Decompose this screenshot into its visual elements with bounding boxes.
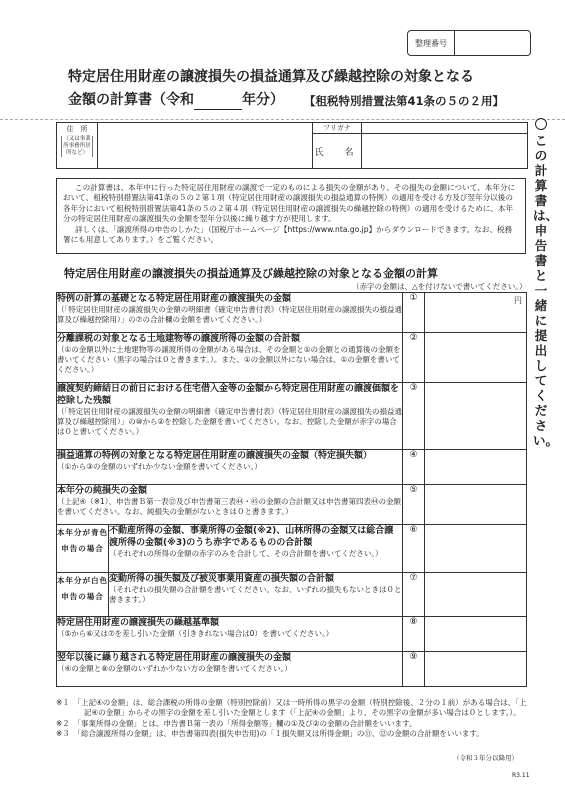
section-title: 特定居住用財産の譲渡損失の損益通算及び繰越控除の対象となる金額の計算 bbox=[64, 267, 438, 280]
year-field[interactable] bbox=[194, 97, 242, 110]
name-field[interactable] bbox=[362, 134, 527, 168]
table-row: 本年分の純損失の金額 （上記④（※1）、申告書Ｂ第一表⑫及び申告書第三表㊹・㊺の金額の合計額又は申告書第四表㊹の金額を書いてください。なお、純損失の金額がないときは０と書きます。） ⑤ bbox=[57, 485, 527, 525]
table-row: 本年分が白色申告の場合 変動所得の損失額及び被災事業用資産の損失額の合計額 （それぞれの損失額の合計額を書いてください。なお、いずれの損失もないときは０と書きます。） ⑦ bbox=[57, 573, 527, 617]
circle-mark-icon bbox=[535, 118, 547, 130]
table-row: 譲渡契約締結日の前日における住宅借入金等の金額から特定居住用財産の譲渡価額を控除した残額 （「特定居住用財産の譲渡損失の金額の明細書《確定申告書付表》（特定居住用財産の譲渡損失の損益通算及び繰越控除用）」の⑩から②を控除した金額を書いてください。なお、控除した金額が赤字の場合は０と書いてください。） ③ bbox=[57, 383, 527, 450]
form-title-line1: 特定居住用財産の譲渡損失の損益通算及び繰越控除の対象となる bbox=[68, 69, 474, 85]
table-row: 分離課税の対象となる土地建物等の譲渡所得の金額の合計額 （①の金額以外に土地建物等の譲渡所得の金額がある場合は、その金額と①の金額との通算後の金額を書いてください（黒字の場合は０と書きます。）。また、①の金額以外にない場合は、①の金額を書いてください。） ② bbox=[57, 333, 527, 383]
form-code: R3.11 bbox=[512, 772, 530, 779]
name-field-cell bbox=[362, 123, 527, 168]
form-title-line2: 金額の計算書（令和 年分） bbox=[68, 92, 284, 108]
address-label-cell: 住 所 （又は事業所事務所居所など） bbox=[57, 123, 98, 168]
name-label-cell: フリガナ 氏 名 bbox=[313, 123, 362, 168]
calculation-table bbox=[56, 292, 527, 687]
seiri-number-label: 整理番号 bbox=[408, 31, 455, 55]
amount-field-8[interactable] bbox=[425, 617, 527, 652]
table-row: 翌年以後に繰り越される特定居住用財産の譲渡損失の金額 （④の金額と⑧の金額のいずれか少ない方の金額を書いてください。） ⑨ bbox=[57, 652, 527, 687]
table-row: 特定居住用財産の譲渡損失の繰越基準額 （⑤から⑥又は⑦を差し引いた金額（引ききれない場合は0）を書いてください。） ⑧ bbox=[57, 617, 527, 652]
cut-line bbox=[0, 119, 565, 120]
furigana-field[interactable] bbox=[362, 123, 527, 134]
seiri-number-field[interactable] bbox=[455, 31, 530, 55]
footnote-3: ※３ 「総合譲渡所得の金額」は、申告書第四表(損失申告用)の「１損失額又は所得金額」の⑪、⑫の金額の合計額をいいます。 bbox=[56, 729, 484, 739]
footnote-1: ※１ 「上記④の金額」は、総合課税の所得の金額（特別控除前）又は一時所得の黒字の金額（特別控除後、２分の１前）がある場合は、「上記④の金額」からその黒字の金額を差し引いた金額とします（「上記④の金額」より、その黒字の金額が多い場合は０とします。）。 bbox=[56, 698, 527, 718]
amount-field-4[interactable] bbox=[425, 450, 527, 485]
intro-box bbox=[56, 178, 526, 254]
intro-paragraph-2: 詳しくは、「譲渡所得の申告のしかた」（国税庁ホームページ【https://www.nta.go.jp】からダウンロードできます。なお、税務署にも用意してあります。）をご覧ください。 bbox=[63, 224, 513, 245]
seiri-number-box bbox=[407, 30, 531, 56]
footnote-2: ※２ 「事業所得の金額」とは、申告書Ｂ第一表の「所得金額等」欄の①及び②の金額の合計額をいいます。 bbox=[56, 718, 417, 728]
side-note: この計算書は、申告書と一緒に提出してください。 bbox=[533, 118, 549, 448]
table-row: 損益通算の特例の対象となる特定居住用財産の譲渡損失の金額（特定損失額） （①から③の金額のいずれか少ない金額を書いてください。） ④ bbox=[57, 450, 527, 485]
amount-field-5[interactable] bbox=[425, 485, 527, 525]
amount-field-2[interactable] bbox=[425, 333, 527, 383]
white-return-label: 本年分が白色申告の場合 bbox=[57, 573, 109, 617]
amount-field-7[interactable] bbox=[425, 573, 527, 617]
table-row: 特例の計算の基礎となる特定居住用財産の譲渡損失の金額 （「特定居住用財産の譲渡損失の金額の明細書《確定申告書付表》（特定居住用財産の譲渡損失の損益通算及び繰越控除用）」の⑦の合計欄の金額を書いてください。） ① 円 bbox=[57, 293, 527, 333]
red-amount-note: （赤字の金額は、△を付けないで書いてください。） bbox=[352, 282, 527, 291]
law-reference: 【租税特別措置法第41条の５の２用】 bbox=[304, 94, 505, 108]
blue-return-label: 本年分が青色申告の場合 bbox=[57, 525, 109, 573]
footnotes bbox=[56, 698, 531, 740]
amount-field-1[interactable]: 円 bbox=[425, 293, 527, 333]
address-field[interactable] bbox=[98, 123, 313, 168]
intro-paragraph-1: この計算書は、本年中に行った特定居住用財産の譲渡で一定のものによる損失の金額があり、その損失の金額について、本年分において、租税特別措置法第41条の５の２第１項（特定居住用財産の譲渡損失の損益通算の特例）の適用を受ける方及び翌年分以後の各年分において租税特別措置法第41条の５の２第４項（特定居住用財産の譲渡損失の繰越控除の特例）の適用を受けるために、本年分の特定居住用財産の譲渡損失の金額を翌年分以後に繰り越す方が使用します。 bbox=[63, 183, 516, 224]
applicable-year-note: （令和３年分以降用） bbox=[453, 754, 518, 762]
table-row: 本年分が青色申告の場合 不動産所得の金額、事業所得の金額(※2)、山林所得の金額又は総合譲渡所得の金額(※3)のうち赤字であるものの合計額 （それぞれの所得の金額の赤字のみを合計して、その合計額を書いてください。） ⑥ bbox=[57, 525, 527, 573]
amount-field-9[interactable] bbox=[425, 652, 527, 687]
address-box bbox=[56, 122, 528, 169]
amount-field-6[interactable] bbox=[425, 525, 527, 573]
amount-field-3[interactable] bbox=[425, 383, 527, 450]
